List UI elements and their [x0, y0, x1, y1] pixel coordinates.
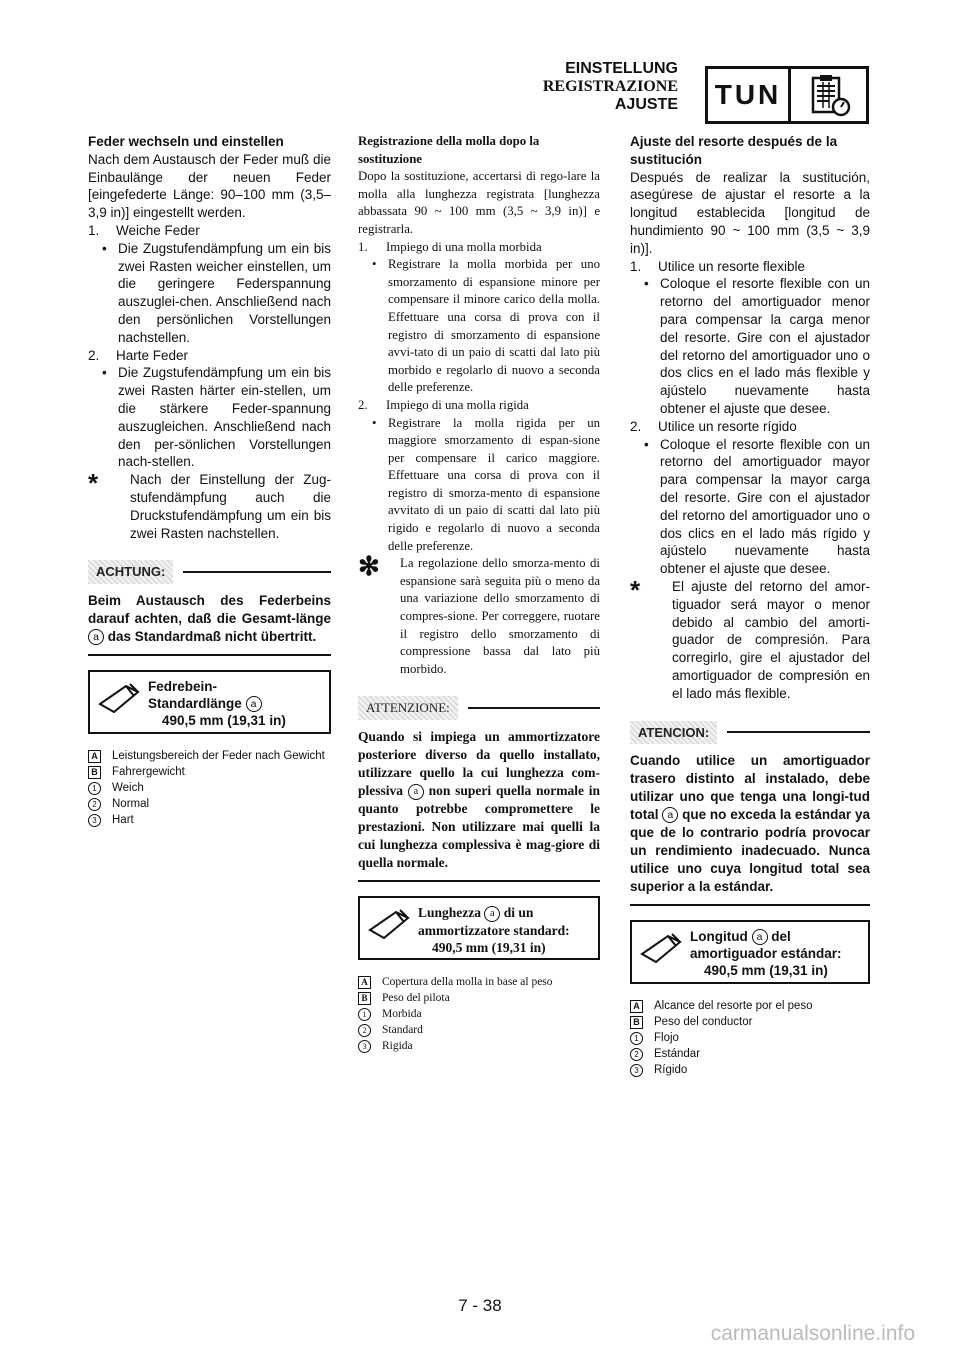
de-note: * Nach der Einstellung der Zug-stufendämpfung auch die Druckstufendämpfung um ein bis zwei Rasten nachstellen. [88, 468, 331, 541]
it-warning-text: Quando si impiega un ammortizzatore posteriore diverso da quello installato, utilizzare quello la cui lunghezza com-plessiva a non superi quella normale in quanto potrebbe compromettere le prestazioni. Non utilizzare mai quelli la cui lunghezza complessiva è mag-giore di quella normale. [358, 728, 600, 882]
es-step-2: 2. Utilice un resorte rígido [630, 418, 797, 434]
section-header [543, 60, 678, 114]
es-warning-header [630, 721, 870, 745]
de-spec-label-1: Fedrebein- [148, 679, 218, 695]
it-legend: A Copertura della molla in base al peso B Peso del pilota 1 Morbida 2 Standard 3 Rigida [358, 974, 600, 1054]
it-step-1-bullet: • Registrare la molla morbida per uno smorzamento di espansione minore per compensare il minore carico della molla. Effettuare una corsa di prova con il registro di smorzamento di espansione avvi-tato di un paio di scatti dal lato più morbido e regolarlo di nuovo a seconda delle preferenze. [372, 257, 600, 395]
es-step-2-bullet: • Coloque el resorte flexible con un retorno del amortiguador mayor para compensar la mayor carga del resorte. Gire con el ajustador del retorno del amortiguador uno o dos clics en el lado más rígido y ajústelo nuevamente hasta obtener el ajuste que desee. [644, 436, 870, 577]
it-spec-box: Lunghezza a di un ammortizzatore standard: 490,5 mm (19,31 in) [358, 896, 600, 960]
note-asterisk-icon: * [88, 468, 99, 499]
es-intro: Después de realizar la sustitución, asegúrese de ajustar el resorte a la longitud establecida [longitud de hundimiento 90 ~ 100 mm (3,5 ~ 3,9 in)]. [630, 169, 870, 256]
caliper-icon [90, 672, 148, 732]
de-step-1-bullet: • Die Zugstufendämpfung um ein bis zwei Rasten weicher einstellen, um die geringere Federspannung auszuglei-chen. Anschließend nach den persönlichen Vorstellungen nachstellen. [102, 240, 331, 345]
spanish-column [630, 133, 870, 1078]
de-spec-label-2: Standardlänge [148, 696, 242, 712]
it-warning-label: ATTENZIONE: [358, 696, 458, 720]
de-warning-label: ACHTUNG: [88, 560, 173, 584]
section-code: TUN [708, 69, 791, 121]
section-code-box [705, 66, 869, 124]
watermark: carmanualsonline.info [710, 1322, 915, 1345]
es-legend: A Alcance del resorte por el peso B Peso del conductor 1 Flojo 2 Estándar 3 Rígido [630, 998, 870, 1078]
page-number: 7 - 38 [458, 1296, 502, 1315]
clipboard-stopwatch-icon [791, 69, 866, 121]
it-warning-header [358, 696, 600, 720]
es-heading: Ajuste del resorte después de la sustitución [630, 134, 838, 167]
it-step-2: 2. Impiego di una molla rigida [358, 397, 529, 412]
de-spec-box: Fedrebein- Standardlänge a 490,5 mm (19,31 in) [88, 670, 331, 734]
note-asterisk-icon: ✻ [358, 552, 380, 582]
es-spec-box: Longitud a del amortiguador estándar: 490,5 mm (19,31 in) [630, 920, 870, 984]
header-title-es: AJUSTE [614, 96, 678, 113]
it-step-2-bullet: • Registrare la molla rigida per un maggiore smorzamento di espan-sione per compensare il carico maggiore. Effettuare una corsa di prova con il registro di smorza-mento di espansione avvitato di un paio di scatti dal lato più rigido e regolarlo di nuovo a seconda delle preferenze. [372, 415, 600, 553]
it-step-1: 1. Impiego di una molla morbida [358, 239, 542, 254]
de-warning-header [88, 560, 331, 584]
it-spec-value: 490,5 mm (19,31 in) [432, 940, 546, 955]
es-spec-value: 490,5 mm (19,31 in) [704, 963, 828, 979]
de-intro: Nach dem Austausch der Feder muß die Einbaulänge der neuen Feder [eingefederte Länge: 90–100 mm (3,5–3,9 in)] eingestellt werden. [88, 151, 331, 221]
it-intro: Dopo la sostituzione, accertarsi di rego-lare la molla alla lunghezza registrata [lunghezza abbassata 90 ~ 100 mm (3,5 ~ 3,9 in)] e registrarla. [358, 169, 600, 236]
es-warning-label: ATENCION: [630, 721, 717, 745]
it-spec-label-1: Lunghezza [418, 905, 482, 920]
es-warning-text: Cuando utilice un amortiguador trasero distinto al instalado, debe utilizar uno que tenga una longi-tud total a que no exceda la estándar ya que de lo contrario podría provocar un rendimiento inadecuado. Nunca utilice uno cuya longitud total sea superior a la estándar. [630, 752, 870, 906]
es-spec-label-2: amortiguador estándar: [690, 946, 842, 962]
header-title-de: EINSTELLUNG [565, 60, 678, 77]
it-heading: Registrazione della molla dopo la sostituzione [358, 134, 540, 166]
header-title-it: REGISTRAZIONE [542, 78, 678, 95]
caliper-icon [632, 922, 690, 982]
de-step-2-bullet: • Die Zugstufendämpfung um ein bis zwei Rasten härter ein-stellen, um die stärkere Feder-spannung auszugleichen. Anschließend nach den per-sönlichen Vorstellungen nach-stellen. [102, 365, 331, 470]
es-spec-label-1: Longitud [690, 929, 748, 945]
it-note: ✻ La regolazione dello smorza-mento di espansione sarà seguita più o meno da una variazione dello smorzamento di compres-sione. Per correggere, ruotare il registro dello smorzamento di compressione bassa dal lato più morbido. [358, 555, 600, 678]
italian-column [358, 133, 600, 1054]
de-spec-value: 490,5 mm (19,31 in) [162, 713, 286, 729]
de-heading: Feder wechseln und einstellen [88, 134, 284, 149]
de-step-1: 1. Weiche Feder [88, 222, 200, 238]
es-step-1-bullet: • Coloque el resorte flexible con un retorno del amortiguador menor para compensar la carga menor del resorte. Gire con el ajustador del retorno del amortiguador uno o dos clics en el lado más flexible y ajústelo nuevamente hasta obtener el ajuste que desee. [644, 276, 870, 416]
es-note: * El ajuste del retorno del amor-tiguador será mayor o menor debido al cambio del amorti-guador de compresión. Para corregirlo, gire el ajustador del amortiguador de compresión en el lado más flexible. [630, 574, 870, 701]
de-step-2: 2. Harte Feder [88, 347, 189, 363]
note-asterisk-icon: * [630, 574, 641, 605]
es-step-1: 1. Utilice un resorte flexible [630, 258, 806, 274]
german-column [88, 133, 331, 828]
de-legend: A Leistungsbereich der Feder nach Gewicht B Fahrergewicht 1 Weich 2 Normal 3 Hart [88, 748, 331, 828]
it-spec-label-2: ammortizzatore standard: [418, 923, 570, 938]
de-warning-text: Beim Austausch des Federbeins darauf achten, daß die Gesamt-länge a das Standardmaß nicht übertritt. [88, 592, 331, 656]
caliper-icon [360, 898, 418, 958]
